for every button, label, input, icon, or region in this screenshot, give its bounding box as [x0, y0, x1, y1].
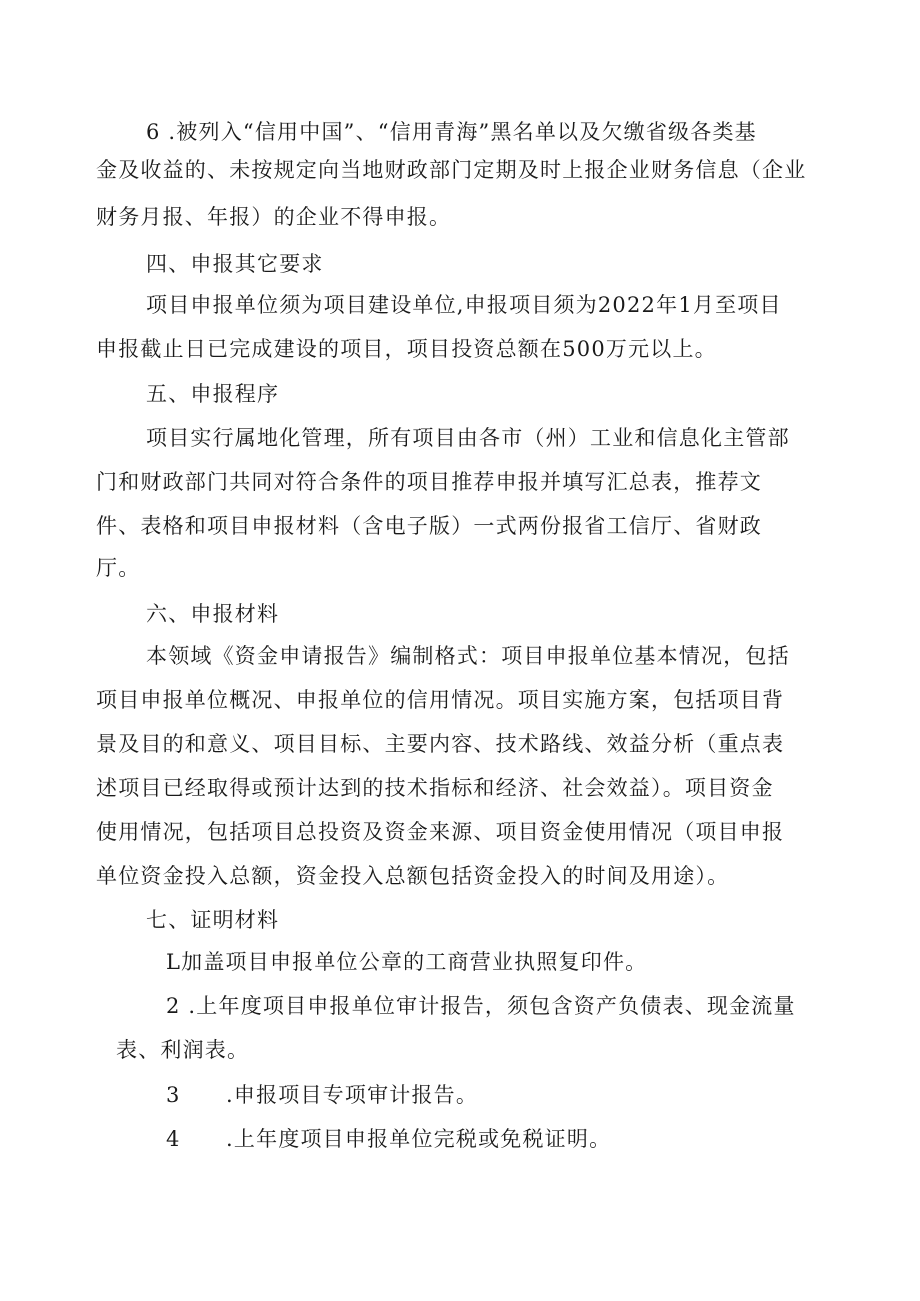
text-line: 表、利润表。 — [116, 1038, 250, 1062]
text-line: 门和财政部门共同对符合条件的项目推荐申报并填写汇总表，推荐文 — [96, 470, 762, 494]
list-item-number: 3 — [166, 1083, 181, 1107]
text-line: 项目实行属地化管理，所有项目由各市（州）工业和信息化主管部 — [146, 426, 790, 450]
section-heading-5: 五、申报程序 — [146, 382, 280, 406]
text-line: 本领域《资金申请报告》编制格式：项目申报单位基本情况，包括 — [146, 644, 790, 668]
text-line: 景及目的和意义、项目目标、主要内容、技术路线、效益分析（重点表 — [96, 732, 785, 756]
text-line: 厅。 — [96, 556, 141, 580]
list-item-1: L加盖项目申报单位公章的工商营业执照复印件。 — [166, 950, 648, 974]
section-heading-4: 四、申报其它要求 — [146, 252, 324, 276]
section-heading-7: 七、证明材料 — [146, 908, 280, 932]
list-item-number: 4 — [166, 1127, 181, 1151]
text-line: 使用情况，包括项目总投资及资金来源、项目资金使用情况（项目申报 — [96, 820, 785, 844]
text-line: 项目申报单位概况、申报单位的信用情况。项目实施方案，包括项目背 — [96, 688, 785, 712]
text-line: 金及收益的、未按规定向当地财政部门定期及时上报企业财务信息（企业 — [96, 158, 807, 182]
text-line: 申报截止日已完成建设的项目，项目投资总额在500万元以上。 — [96, 337, 717, 361]
text-line: 2 .上年度项目申报单位审计报告，须包含资产负债表、现金流量 — [166, 994, 796, 1018]
text-line: 6 .被列入“信用中国”、“信用青海”黑名单以及欠缴省级各类基 — [146, 120, 757, 144]
list-item-text: .上年度项目申报单位完税或免税证明。 — [226, 1127, 612, 1151]
text-line: 财务月报、年报）的企业不得申报。 — [96, 205, 452, 229]
text-line: 单位资金投入总额，资金投入总额包括资金投入的时间及用途）。 — [96, 864, 730, 888]
section-heading-6: 六、申报材料 — [146, 602, 280, 626]
text-line: 件、表格和项目申报材料（含电子版）一式两份报省工信厅、省财政 — [96, 514, 762, 538]
text-line: 述项目已经取得或预计达到的技术指标和经济、社会效益）。项目资金 — [96, 776, 774, 800]
list-item-text: .申报项目专项审计报告。 — [226, 1083, 479, 1107]
text-line: 项目申报单位须为项目建设单位,申报项目须为2022年1月至项目 — [146, 293, 782, 317]
